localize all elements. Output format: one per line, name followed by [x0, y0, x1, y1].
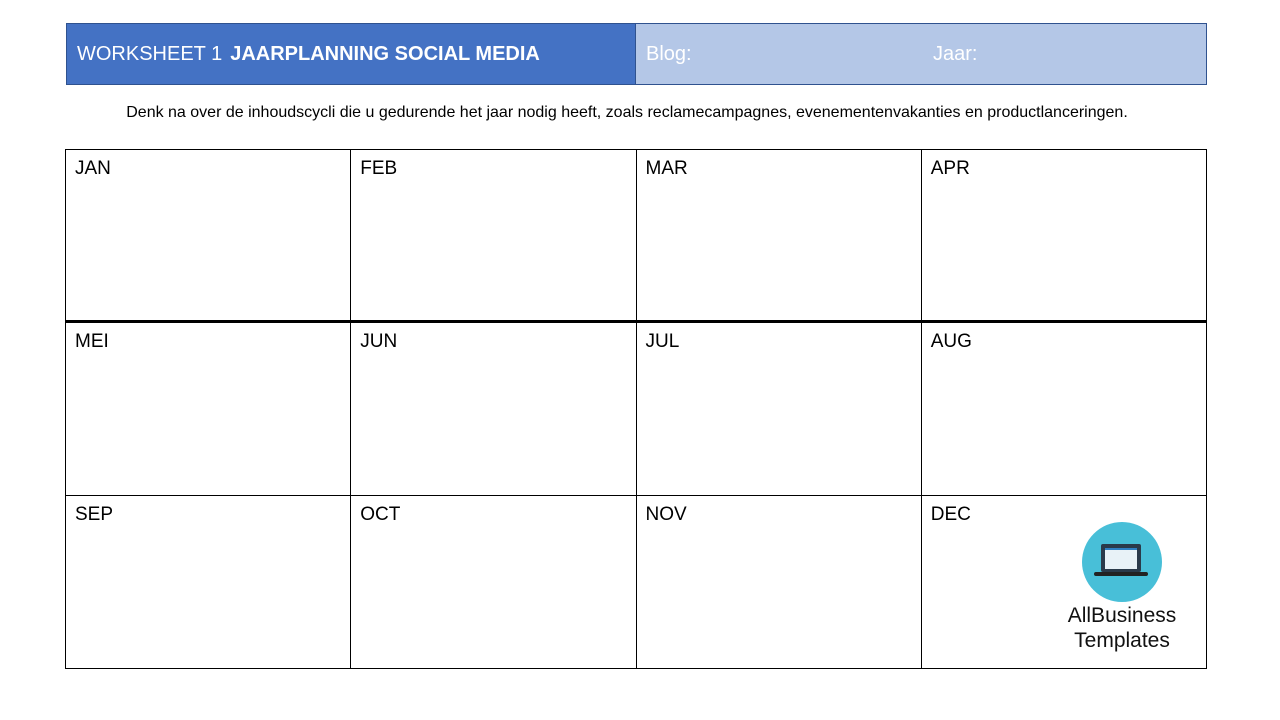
year-label: Jaar:	[933, 42, 978, 65]
worksheet-number: WORKSHEET 1	[77, 42, 223, 65]
month-label: JUL	[645, 331, 680, 352]
month-cell[interactable]	[66, 496, 351, 669]
month-label: FEB	[360, 158, 398, 179]
laptop-icon	[1082, 522, 1162, 602]
month-cell[interactable]	[637, 150, 922, 323]
month-label: APR	[930, 158, 970, 179]
month-label: JAN	[75, 158, 111, 179]
month-cell[interactable]	[922, 150, 1207, 323]
allbusiness-logo	[1062, 522, 1182, 652]
month-cell[interactable]	[922, 323, 1207, 496]
description: Denk na over de inhoudscycli die u gedurende het jaar nodig heeft, zoals reclamecampagnes, evenementenvakanties en productlanceringen.	[126, 104, 1128, 121]
worksheet-title-bar	[66, 23, 636, 85]
month-label: MAR	[645, 158, 688, 179]
month-label: SEP	[75, 504, 114, 525]
month-cell[interactable]	[351, 496, 636, 669]
blog-year-bar	[636, 23, 1207, 85]
month-cell[interactable]	[66, 150, 351, 323]
month-grid	[65, 149, 1207, 669]
month-cell[interactable]	[351, 323, 636, 496]
month-cell[interactable]	[66, 323, 351, 496]
month-label: MEI	[75, 331, 109, 352]
month-cell[interactable]	[351, 150, 636, 323]
month-cell[interactable]	[637, 496, 922, 669]
logo-text-line1: AllBusiness	[1067, 604, 1177, 627]
month-label: DEC	[930, 504, 971, 525]
month-label: NOV	[645, 504, 687, 525]
worksheet-title: JAARPLANNING SOCIAL MEDIA	[230, 42, 540, 65]
month-label: AUG	[930, 331, 972, 352]
month-cell[interactable]	[637, 323, 922, 496]
logo-text-line2: Templates	[1074, 629, 1170, 652]
month-label: OCT	[360, 504, 401, 525]
blog-label: Blog:	[646, 42, 692, 65]
month-label: JUN	[360, 331, 398, 352]
